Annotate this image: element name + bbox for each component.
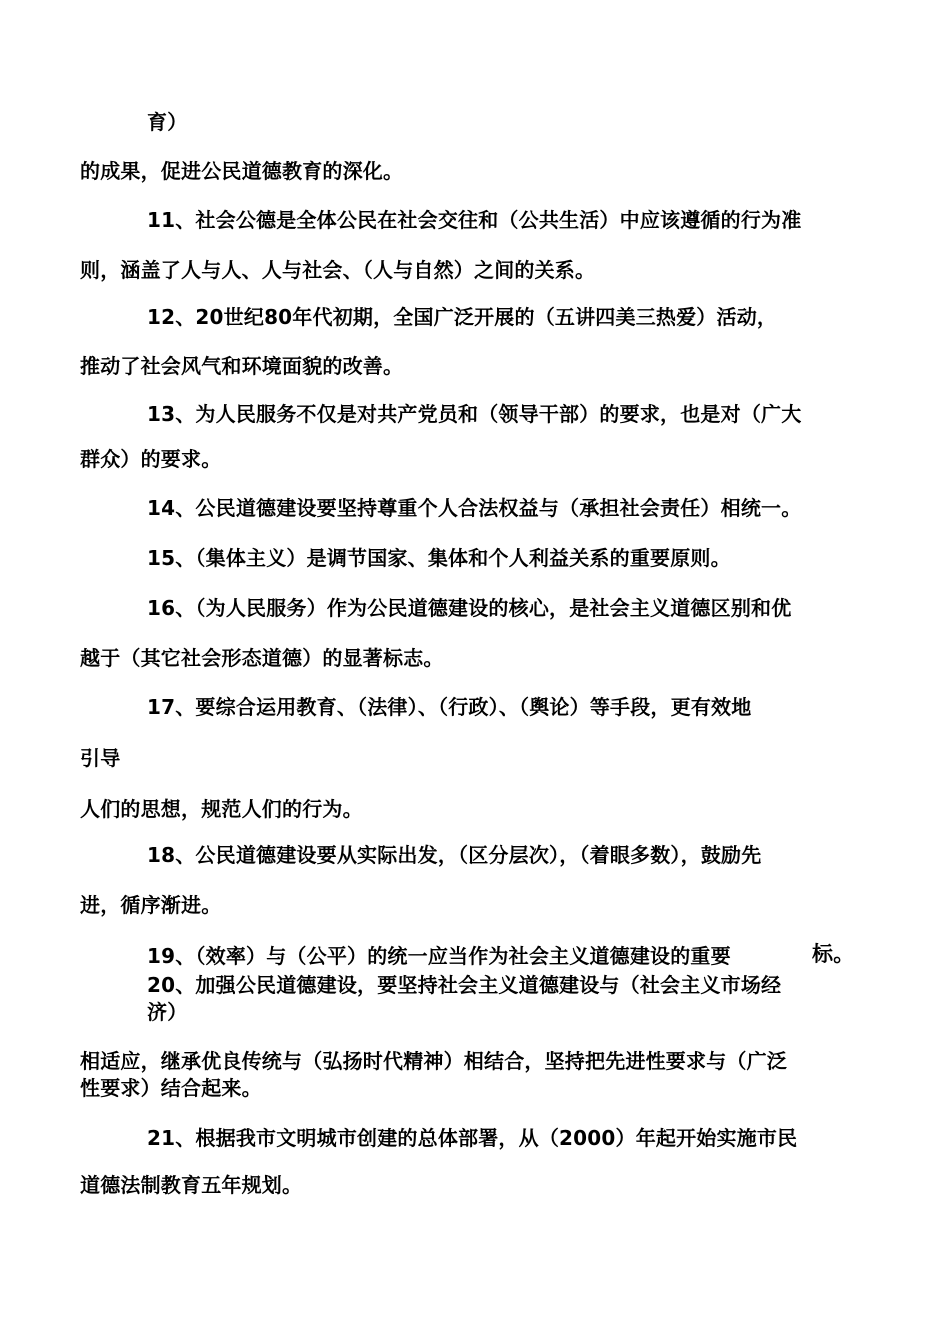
- item-20-line-3: 相适应，继承优良传统与（弘扬时代精神）相结合，坚持把先进性要求与（广泛: [80, 1049, 787, 1073]
- text-line: 的成果，促进公民道德教育的深化。: [80, 159, 404, 183]
- item-16-line-2: 越于（其它社会形态道德）的显著标志。: [80, 646, 444, 670]
- item-19-line-tail: 标。: [812, 942, 855, 966]
- item-18-line-2: 进，循序渐进。: [80, 893, 222, 917]
- item-18-line-1: 18、公民道德建设要从实际出发，（区分层次），（着眼多数），鼓励先: [147, 843, 762, 867]
- item-21-line-2: 道德法制教育五年规划。: [80, 1173, 303, 1197]
- item-12-line-2: 推动了社会风气和环境面貌的改善。: [80, 354, 404, 378]
- item-21-line-1: 21、根据我市文明城市创建的总体部署，从（2000）年起开始实施市民: [147, 1126, 798, 1150]
- item-13-line-1: 13、为人民服务不仅是对共产党员和（领导干部）的要求，也是对（广大: [147, 402, 802, 426]
- item-11-line-1: 11、社会公德是全体公民在社会交往和（公共生活）中应该遵循的行为准: [147, 208, 802, 232]
- item-17-line-3: 人们的思想，规范人们的行为。: [80, 797, 363, 821]
- item-14-line-1: 14、公民道德建设要坚持尊重个人合法权益与（承担社会责任）相统一。: [147, 496, 802, 520]
- text-line: 育）: [147, 110, 188, 134]
- item-12-line-1: 12、20世纪80年代初期，全国广泛开展的（五讲四美三热爱）活动，: [147, 305, 778, 329]
- item-17-line-2: 引导: [80, 746, 121, 770]
- item-20-line-4: 性要求）结合起来。: [80, 1076, 262, 1100]
- item-15-line-1: 15、（集体主义）是调节国家、集体和个人利益关系的重要原则。: [147, 546, 731, 570]
- item-20-line-1: 20、加强公民道德建设，要坚持社会主义道德建设与（社会主义市场经: [147, 973, 782, 997]
- item-11-line-2: 则，涵盖了人与人、人与社会、（人与自然）之间的关系。: [80, 258, 596, 282]
- item-20-line-2: 济）: [147, 1000, 188, 1024]
- item-13-line-2: 群众）的要求。: [80, 447, 222, 471]
- item-16-line-1: 16、（为人民服务）作为公民道德建设的核心，是社会主义道德区别和优: [147, 596, 792, 620]
- item-17-line-1: 17、要综合运用教育、（法律）、（行政）、（舆论）等手段，更有效地: [147, 695, 752, 719]
- item-19-line-1: 19、（效率）与（公平）的统一应当作为社会主义道德建设的重要: [147, 944, 731, 968]
